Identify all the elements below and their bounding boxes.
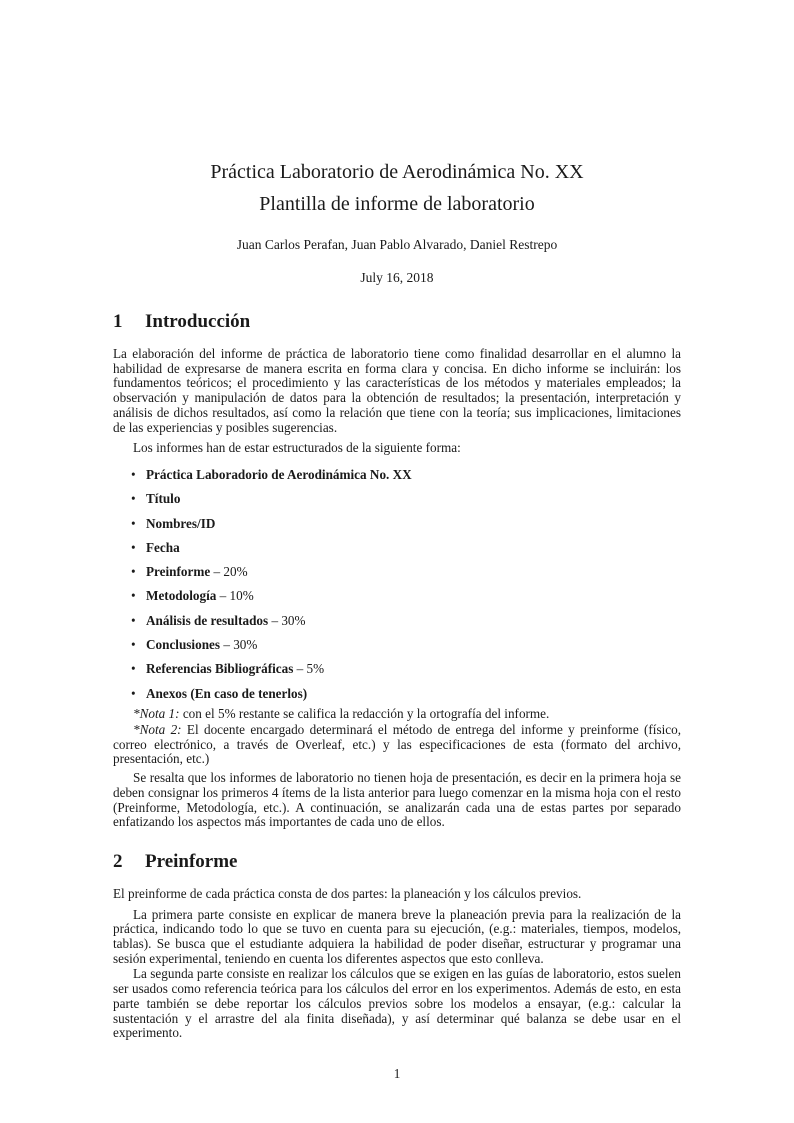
section-1-heading [113,310,681,334]
note-2-text: El docente encargado determinará el método de entrega del informe y preinforme (físico, correo electrónico, a través de Overleaf, etc.) y las especificaciones de esta (formato del archivo, presentación, etc.) [113,722,681,767]
section-2-paragraph-3: La segunda parte consiste en realizar los cálculos que se exigen en las guías de laboratorio, estos suelen ser usados como referencia teórica para los cálculos del error en los experimentos. Además de esto, en esta parte también se debe reportar los cálculos previos sobre los modelos a ensayar, (e.g.: calcular la sustentación y el arrastre del ala finita diseñada), y así determinar qué balanza se debe usar en el experimento. [113,966,681,1041]
list-item-suffix: – 5% [293,661,325,677]
section-1-number: 1 [113,311,123,332]
list-item-label: Práctica Laboradorio de Aerodinámica No. XX [146,466,412,482]
section-2-heading [113,850,681,874]
list-item [146,565,681,580]
list-item-label: Título [146,491,181,507]
list-item-label: Fecha [146,539,180,555]
section-1-paragraph-3: Se resalta que los informes de laboratorio no tienen hoja de presentación, es decir en la primera hoja se deben consignar los primeros 4 ítems de la lista anterior para luego comenzar en la misma hoja con el resto (Preinforme, Metodología, etc.). A continuación, se analizarán cada una de estas partes por separado enfatizando los aspectos más importantes de cada uno de ellos. [113,770,681,830]
list-item-suffix: – 30% [220,637,258,652]
list-item-label: Análisis de resultados [146,612,269,628]
page-number: 1 [393,1066,401,1081]
authors-line: Juan Carlos Perafan, Juan Pablo Alvarado, Daniel Restrepo [236,237,558,252]
note-1-label: *Nota 1: [133,706,180,722]
note-2-label: *Nota 2: [133,722,182,737]
note-1-text: con el 5% restante se califica la redacción y la ortografía del informe. [179,706,550,722]
document-title-line-1: Práctica Laboratorio de Aerodinámica No. XX [210,161,584,183]
text-column [113,0,681,1041]
list-item [146,589,681,604]
list-item [146,687,681,702]
document-title-line-2: Plantilla de informe de laboratorio [259,193,535,215]
report-structure-list [113,468,681,701]
document-title [113,0,681,220]
list-item [146,638,681,653]
list-item-label: Anexos (En caso de tenerlos) [146,685,308,701]
list-item-label: Referencias Bibliográficas [146,661,294,677]
list-item-suffix: – 20% [210,564,248,580]
date-line: July 16, 2018 [360,270,434,285]
section-2-title: Preinforme [145,850,238,872]
section-2-paragraph-2: La primera parte consiste en explicar de manera breve la planeación previa para la realización de la práctica, indicando todo lo que se tuvo en cuenta para su ejecución, (e.g.: materiales, tiempos, modelos, tablas). Se busca que el estudiante adquiera la habilidad de poder diseñar, estructurar y programar una sesión experimental, teniendo en cuenta los diferentes aspectos que esto conlleva. [113,906,681,966]
list-item-label: Metodología [146,588,217,604]
section-1-paragraph-2: Los informes han de estar estructurados de la siguiente forma: [133,440,461,456]
section-1-title: Introducción [145,311,251,332]
list-item-label: Nombres/ID [146,515,216,531]
note-1 [113,707,681,722]
list-item [146,662,681,677]
list-item [146,468,681,483]
list-item-suffix: – 30% [268,612,306,628]
section-1-paragraph-1: La elaboración del informe de práctica de laboratorio tiene como finalidad desarrollar en el alumno la habilidad de expresarse de manera escrita en forma clara y concisa. En dicho informe se incluirán: los fundamentos teóricos; el procedimiento y las características de los métodos y materiales empleados; la observación y manipulación de datos para la obtención de resultados; la presentación, interpretación y análisis de dichos resultados, así como la relación que tiene con la teoría; sus implicaciones, limitaciones de las experiencias y posibles sugerencias. [113,346,681,435]
list-item [146,517,681,532]
list-item-label: Conclusiones [146,637,221,652]
list-item-label: Preinforme [146,564,211,580]
section-2-number: 2 [113,850,123,872]
list-item [146,541,681,556]
section-2-paragraph-1: El preinforme de cada práctica consta de dos partes: la planeación y los cálculos previos. [113,885,582,901]
list-item [146,492,681,507]
note-2 [113,723,681,767]
list-item [146,614,681,629]
list-item-suffix: – 10% [216,588,254,604]
